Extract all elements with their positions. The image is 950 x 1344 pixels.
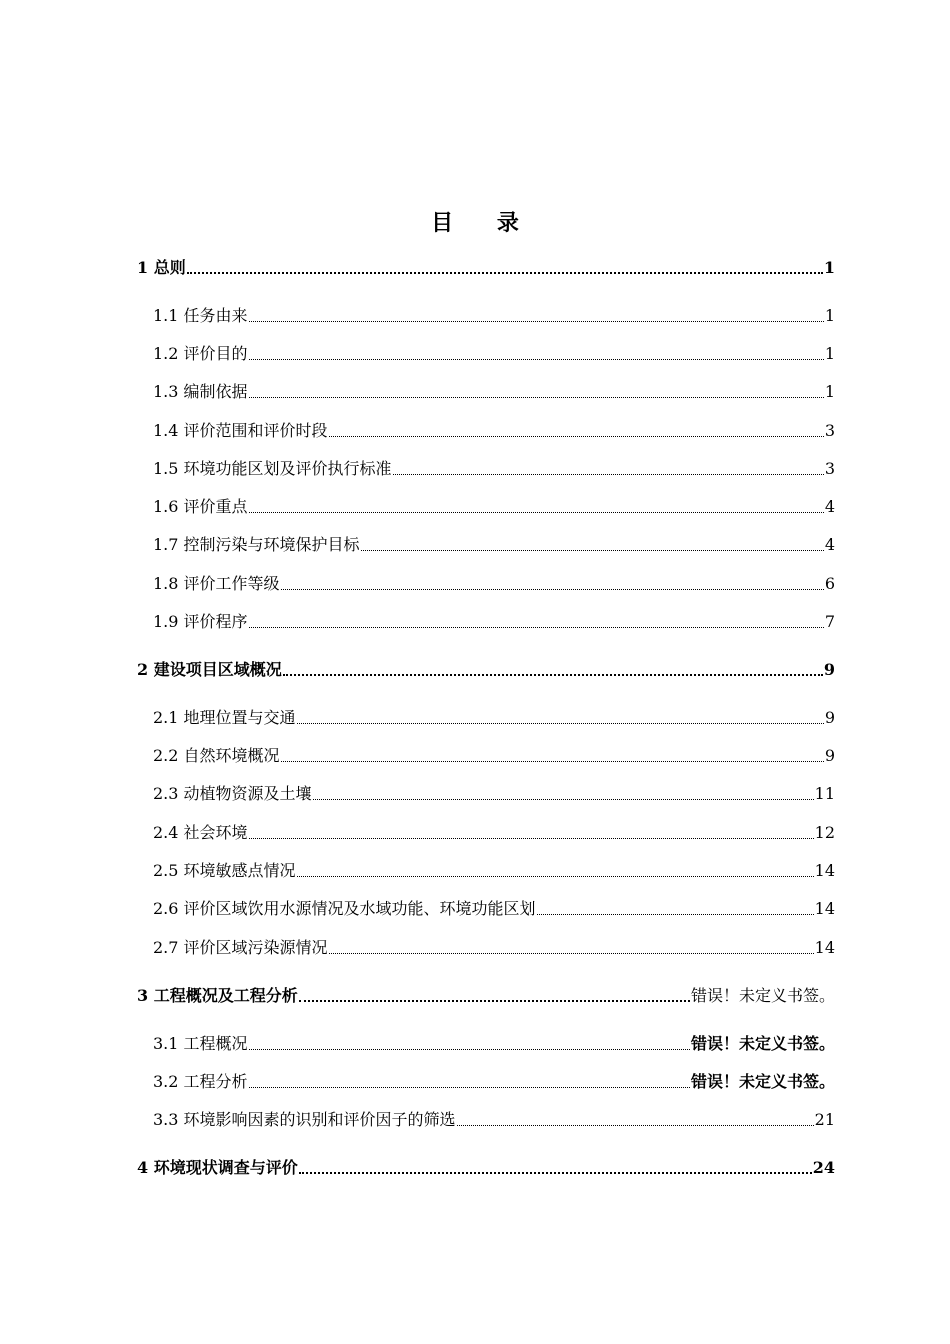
dot-leader xyxy=(281,577,824,590)
toc-entry-label: 1.2 评价目的 xyxy=(153,344,248,363)
toc-entry-label: 1.3 编制依据 xyxy=(153,382,248,401)
toc-entry[interactable] xyxy=(137,656,835,680)
page-title: 目 录 xyxy=(431,211,537,236)
toc-entry[interactable] xyxy=(137,982,835,1006)
toc-entry-label: 1.7 控制污染与环境保护目标 xyxy=(153,535,360,554)
toc-entry[interactable] xyxy=(137,608,835,632)
toc-entry[interactable] xyxy=(137,1068,835,1092)
toc-entry-page: 14 xyxy=(814,938,835,957)
toc-entry[interactable] xyxy=(137,1154,835,1178)
dot-leader xyxy=(249,385,824,398)
toc-entry[interactable] xyxy=(137,455,835,479)
toc-entry-label: 1.9 评价程序 xyxy=(153,612,248,631)
toc-entry-page: 12 xyxy=(814,823,835,842)
dot-leader xyxy=(297,711,824,724)
toc-entry-page: 9 xyxy=(823,660,835,679)
toc-entry-page: 9 xyxy=(824,708,835,727)
toc-entry-page: 错误！未定义书签。 xyxy=(690,1034,835,1053)
toc-entry-page: 错误！未定义书签。 xyxy=(690,986,835,1005)
toc-entry[interactable] xyxy=(137,1030,835,1054)
toc-entry[interactable] xyxy=(137,742,835,766)
dot-leader xyxy=(329,424,824,437)
toc-entry-page: 14 xyxy=(814,861,835,880)
toc-entry-label: 4 环境现状调查与评价 xyxy=(137,1158,298,1177)
toc-entry[interactable] xyxy=(137,819,835,843)
dot-leader xyxy=(249,1075,690,1088)
toc-entry-page: 1 xyxy=(824,306,835,325)
toc-entry-label: 2.2 自然环境概况 xyxy=(153,746,280,765)
toc-entry[interactable] xyxy=(137,531,835,555)
toc-entry[interactable] xyxy=(137,895,835,919)
toc-entry[interactable] xyxy=(137,493,835,517)
toc-entry-label: 1.6 评价重点 xyxy=(153,497,248,516)
toc-entry-label: 3.2 工程分析 xyxy=(153,1072,248,1091)
toc-entry-page: 1 xyxy=(824,382,835,401)
toc-entry[interactable] xyxy=(137,254,835,278)
dot-leader xyxy=(249,347,824,360)
dot-leader xyxy=(249,500,824,513)
toc-entry-label: 2.7 评价区域污染源情况 xyxy=(153,938,328,957)
toc-entry-page: 7 xyxy=(824,612,835,631)
toc-entry-label: 3 工程概况及工程分析 xyxy=(137,986,298,1005)
dot-leader xyxy=(393,462,824,475)
toc-entry-page: 4 xyxy=(824,497,835,516)
toc-entry-label: 1 总则 xyxy=(137,258,186,277)
toc-entry[interactable] xyxy=(137,704,835,728)
toc-entry-label: 2 建设项目区域概况 xyxy=(137,660,282,679)
toc-entry-label: 3.1 工程概况 xyxy=(153,1034,248,1053)
toc-entry-page: 11 xyxy=(814,784,835,803)
toc-entry-page: 3 xyxy=(824,421,835,440)
dot-leader xyxy=(281,749,824,762)
dot-leader xyxy=(297,864,814,877)
toc-entry[interactable] xyxy=(137,340,835,364)
toc-entry-label: 1.5 环境功能区划及评价执行标准 xyxy=(153,459,392,478)
toc-entry[interactable] xyxy=(137,1106,835,1130)
toc-entry-label: 1.8 评价工作等级 xyxy=(153,574,280,593)
dot-leader xyxy=(249,1037,690,1050)
dot-leader xyxy=(299,1160,812,1174)
dot-leader xyxy=(537,902,814,915)
toc-entry-page: 1 xyxy=(824,344,835,363)
toc-entry-label: 2.5 环境敏感点情况 xyxy=(153,861,296,880)
toc-entry[interactable] xyxy=(137,378,835,402)
dot-leader xyxy=(329,941,814,954)
dot-leader xyxy=(283,662,823,676)
toc-entry-page: 9 xyxy=(824,746,835,765)
dot-leader xyxy=(313,787,814,800)
toc-entry-label: 1.1 任务由来 xyxy=(153,306,248,325)
dot-leader xyxy=(249,615,824,628)
dot-leader xyxy=(299,988,690,1002)
toc-entry-label: 2.1 地理位置与交通 xyxy=(153,708,296,727)
toc-entry[interactable] xyxy=(137,857,835,881)
dot-leader xyxy=(249,826,814,839)
toc-entry-label: 3.3 环境影响因素的识别和评价因子的筛选 xyxy=(153,1110,456,1129)
dot-leader xyxy=(457,1113,814,1126)
toc-entry[interactable] xyxy=(137,417,835,441)
dot-leader xyxy=(361,538,824,551)
toc-entry[interactable] xyxy=(137,302,835,326)
toc-entry-label: 1.4 评价范围和评价时段 xyxy=(153,421,328,440)
toc-entry-page: 24 xyxy=(812,1158,835,1177)
toc-entry[interactable] xyxy=(137,780,835,804)
toc-entry-label: 2.6 评价区域饮用水源情况及水域功能、环境功能区划 xyxy=(153,899,536,918)
toc-entry-label: 2.3 动植物资源及土壤 xyxy=(153,784,312,803)
toc-entry-page: 4 xyxy=(824,535,835,554)
toc-entry[interactable] xyxy=(137,934,835,958)
toc-entry-page: 错误！未定义书签。 xyxy=(690,1072,835,1091)
toc-entry[interactable] xyxy=(137,570,835,594)
toc-entry-page: 6 xyxy=(824,574,835,593)
toc-entry-page: 14 xyxy=(814,899,835,918)
toc-entry-page: 1 xyxy=(823,258,835,277)
dot-leader xyxy=(187,260,823,274)
toc-entry-page: 21 xyxy=(814,1110,835,1129)
toc-entry-label: 2.4 社会环境 xyxy=(153,823,248,842)
dot-leader xyxy=(249,309,824,322)
toc-entry-page: 3 xyxy=(824,459,835,478)
